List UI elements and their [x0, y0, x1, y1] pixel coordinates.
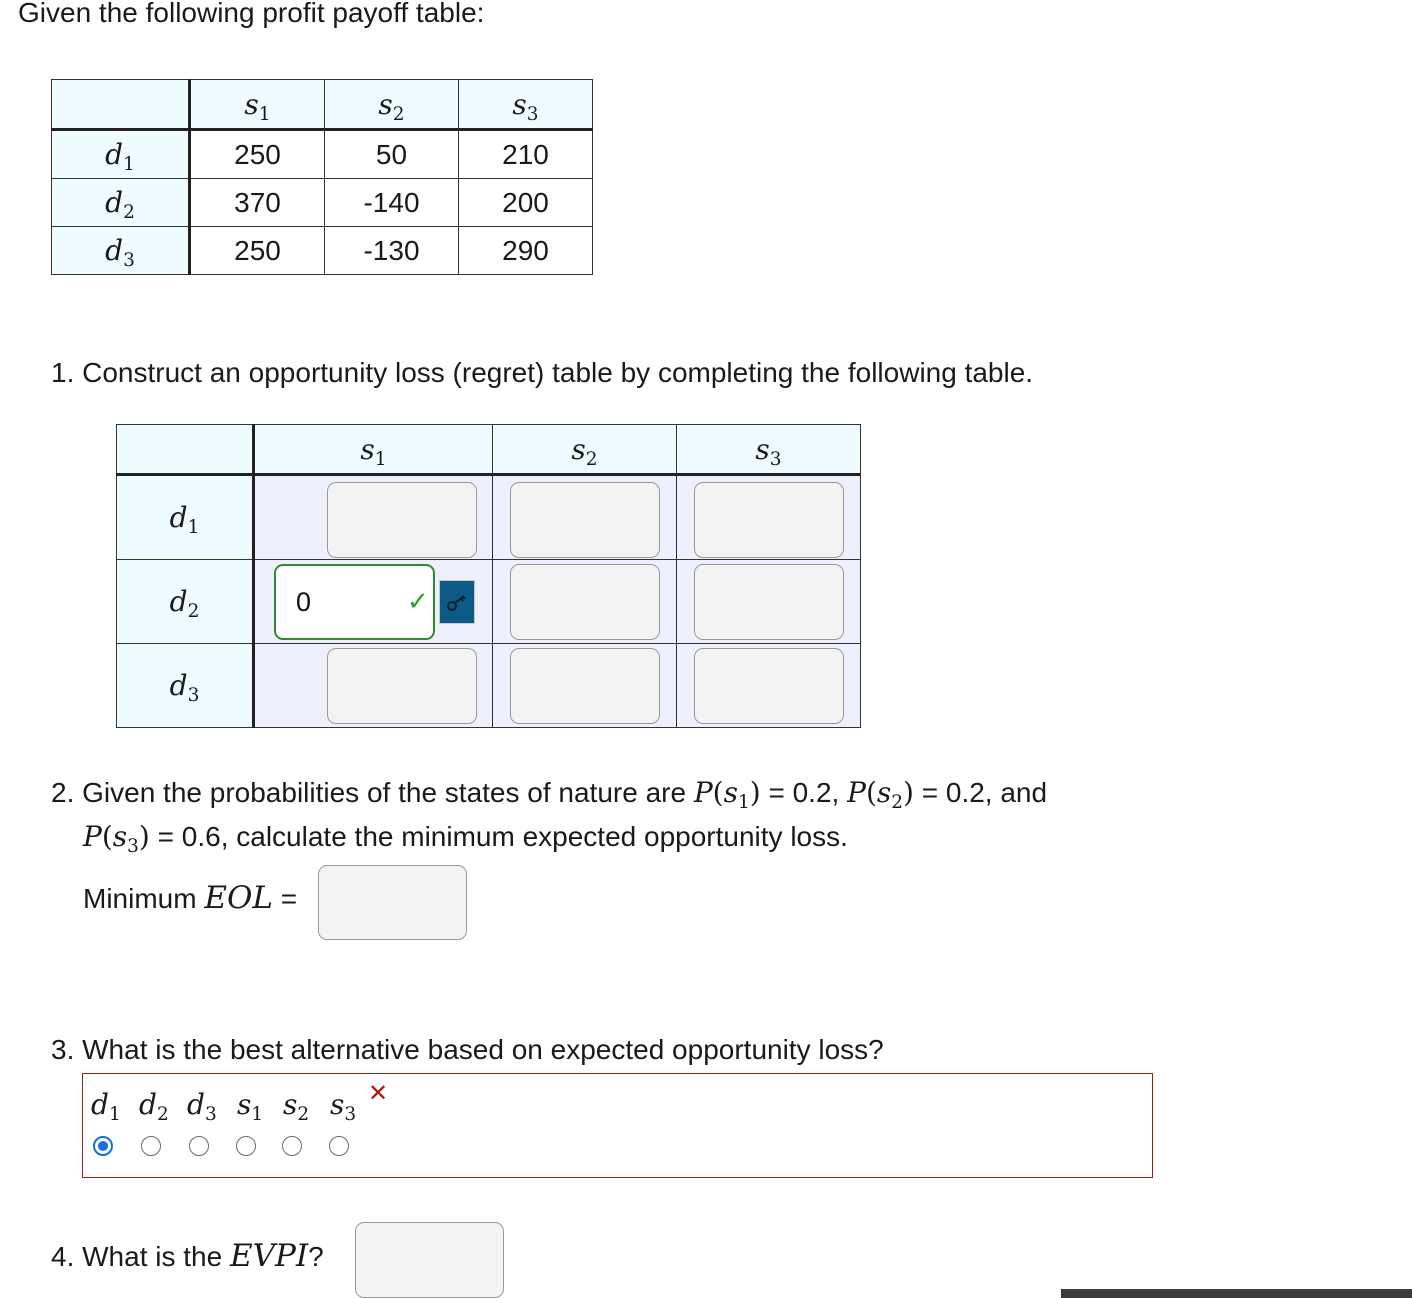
table-row: [117, 560, 861, 644]
regret-cell: [493, 644, 677, 728]
question-1-text: 1. Construct an opportunity loss (regret) table by completing the following table.: [51, 357, 1034, 388]
radio-d3[interactable]: [189, 1136, 209, 1156]
x-mark-icon: ✕: [368, 1080, 389, 1107]
question-2-p2: = 0.2, and: [921, 777, 1048, 808]
check-icon: ✓: [407, 586, 429, 616]
table-row: [52, 130, 593, 179]
question-2-line-1: 2. Given the probabilities of the states of nature are $P(s_1) = 0.2$, $P(s_2) = 0.2$, and: [51, 776, 1048, 813]
scrollbar[interactable]: [1061, 1289, 1412, 1298]
option-label-s2: $s_2$: [283, 1088, 310, 1125]
payoff-row-d3: $d_3$: [52, 227, 190, 275]
question-2-line-2: $P(s_3) = 0.6$, calculate the minimum expected opportunity loss.: [83, 820, 848, 857]
payoff-cell: -140: [325, 179, 459, 227]
regret-cell: [677, 560, 861, 644]
regret-row-d2: $d_2$: [117, 560, 254, 644]
question-2-prefix: 2. Given the probabilities of the states of nature are: [51, 777, 687, 808]
key-icon[interactable]: [439, 580, 475, 624]
payoff-cell: 370: [190, 179, 325, 227]
intro-text: Given the following profit payoff table:: [18, 0, 485, 28]
min-eol-equals: =: [280, 883, 298, 914]
radio-d1[interactable]: [93, 1136, 113, 1156]
payoff-cell: -130: [325, 227, 459, 275]
question-2-p1: = 0.2,: [768, 777, 840, 808]
payoff-col-s2: $s_2$: [325, 80, 459, 130]
regret-cell: [493, 475, 677, 560]
option-label-s1: $s_1$: [237, 1088, 264, 1125]
table-row: [117, 644, 861, 728]
regret-cell: [493, 560, 677, 644]
regret-d1-s1-input[interactable]: [327, 482, 477, 558]
payoff-cell: 250: [190, 227, 325, 275]
regret-row-d3: $d_3$: [117, 644, 254, 728]
payoff-cell: 50: [325, 130, 459, 179]
min-eol-label: Minimum EOL =: [83, 880, 298, 916]
option-label-s3: $s_3$: [330, 1088, 357, 1125]
question-4-text: 4. What is the EVPI?: [51, 1238, 324, 1274]
regret-col-s2: $s_2$: [493, 425, 677, 475]
payoff-cell: 290: [459, 227, 593, 275]
regret-d1-s3-input[interactable]: [694, 482, 844, 558]
question-4-prefix: 4. What is the: [51, 1241, 223, 1272]
regret-cell: [254, 560, 493, 644]
table-row: [117, 475, 861, 560]
regret-cell: [254, 475, 493, 560]
radio-s3[interactable]: [329, 1136, 349, 1156]
regret-d2-s3-input[interactable]: [694, 564, 844, 640]
question-2-p3: = 0.6, calculate the minimum expected opportunity loss.: [157, 821, 848, 852]
payoff-cell: 250: [190, 130, 325, 179]
regret-row-d1: $d_1$: [117, 475, 254, 560]
payoff-cell: 200: [459, 179, 593, 227]
evpi-input[interactable]: [355, 1222, 504, 1298]
regret-d3-s1-input[interactable]: [327, 648, 477, 724]
payoff-cell: 210: [459, 130, 593, 179]
regret-corner: [117, 425, 254, 475]
question-3-text: 3. What is the best alternative based on expected opportunity loss?: [51, 1034, 884, 1065]
payoff-corner: [52, 80, 190, 130]
regret-d1-s2-input[interactable]: [510, 482, 660, 558]
question-4-suffix: ?: [308, 1241, 324, 1272]
payoff-col-s3: $s_3$: [459, 80, 593, 130]
payoff-row-d2: $d_2$: [52, 179, 190, 227]
regret-d3-s3-input[interactable]: [694, 648, 844, 724]
table-row: [52, 179, 593, 227]
payoff-row-d1: $d_1$: [52, 130, 190, 179]
min-eol-input[interactable]: [318, 865, 467, 940]
option-label-d2: $d_2$: [139, 1088, 169, 1125]
radio-d2[interactable]: [141, 1136, 161, 1156]
choice-group: [82, 1073, 1153, 1178]
option-label-d1: $d_1$: [91, 1088, 121, 1125]
regret-cell: [677, 475, 861, 560]
regret-cell: [254, 644, 493, 728]
option-label-d3: $d_3$: [187, 1088, 217, 1125]
payoff-col-s1: $s_1$: [190, 80, 325, 130]
payoff-table: [51, 79, 593, 275]
regret-col-s1: $s_1$: [254, 425, 493, 475]
regret-col-s3: $s_3$: [677, 425, 861, 475]
regret-table: [116, 424, 861, 728]
table-row: [52, 227, 593, 275]
regret-d3-s2-input[interactable]: [510, 648, 660, 724]
radio-s1[interactable]: [236, 1136, 256, 1156]
regret-d2-s2-input[interactable]: [510, 564, 660, 640]
regret-cell: [677, 644, 861, 728]
min-eol-prefix: Minimum: [83, 883, 197, 914]
radio-s2[interactable]: [282, 1136, 302, 1156]
